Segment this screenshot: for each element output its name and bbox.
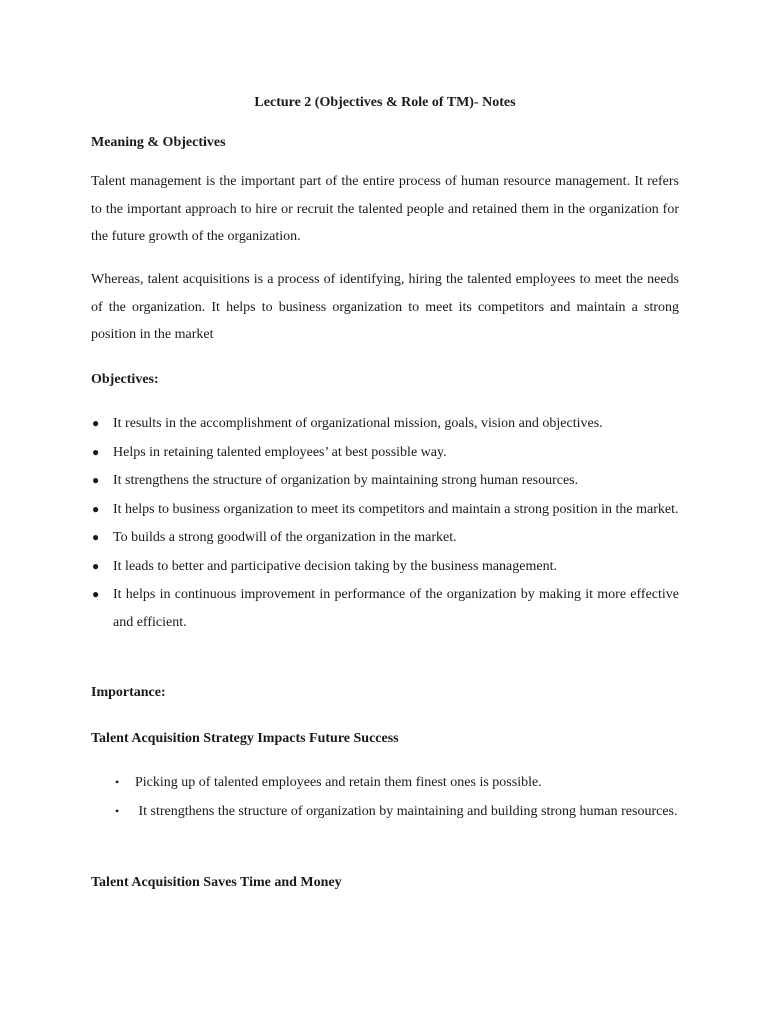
bullet-icon: ●	[92, 587, 100, 601]
objective-text: It results in the accomplishment of organizational mission, goals, vision and objectives.	[113, 416, 603, 431]
bullet-icon: •	[115, 803, 120, 818]
objective-text: It helps in continuous improvement in performance of the organization by making it more effective and efficient.	[113, 587, 679, 630]
strategy-list	[91, 769, 679, 826]
list-item	[91, 769, 679, 797]
paragraph-talent-acquisition: Whereas, talent acquisitions is a process of identifying, hiring the talented employees to meet the needs of the organization. It helps to business organization to meet its competitors and maintain a strong position in the market	[91, 272, 679, 342]
bullet-icon: ●	[92, 473, 100, 487]
document-title: Lecture 2 (Objectives & Role of TM)- Notes	[254, 95, 516, 110]
list-item	[91, 581, 679, 636]
paragraph-talent-management: Talent management is the important part of the entire process of human resource management. It refers to the important approach to hire or recruit the talented people and retained them in the organization for the future growth of the organization.	[91, 174, 679, 244]
list-item	[91, 798, 679, 826]
list-item	[91, 496, 679, 524]
objectives-list	[91, 410, 679, 637]
bullet-icon: ●	[92, 501, 100, 516]
list-item	[91, 439, 679, 467]
objective-text: It strengthens the structure of organization by maintaining strong human resources.	[113, 473, 579, 488]
bullet-icon: ●	[92, 444, 100, 459]
saves-time-heading: Talent Acquisition Saves Time and Money	[91, 875, 342, 890]
bullet-icon: ●	[92, 530, 100, 544]
list-item	[91, 553, 679, 581]
document-page	[91, 0, 679, 1024]
objective-text: Helps in retaining talented employees’ at best possible way.	[113, 444, 447, 460]
bullet-icon: •	[115, 775, 120, 789]
list-item	[91, 467, 679, 495]
objective-text: It leads to better and participative decision taking by the business management.	[113, 558, 557, 574]
meaning-objectives-heading: Meaning & Objectives	[91, 135, 226, 150]
list-item	[91, 524, 679, 552]
strategy-heading: Talent Acquisition Strategy Impacts Future Success	[91, 731, 399, 746]
strategy-text: Picking up of talented employees and retain them finest ones is possible.	[135, 775, 542, 790]
objective-text: It helps to business organization to meet its competitors and maintain a strong position in the market.	[113, 501, 679, 517]
bullet-icon: ●	[92, 558, 100, 573]
importance-heading: Importance:	[91, 685, 166, 700]
list-item	[91, 410, 679, 438]
strategy-text: It strengthens the structure of organization by maintaining and building strong human resources.	[135, 803, 678, 819]
bullet-icon: ●	[92, 416, 100, 430]
objective-text: To builds a strong goodwill of the organization in the market.	[113, 530, 457, 545]
objectives-heading: Objectives:	[91, 372, 159, 387]
